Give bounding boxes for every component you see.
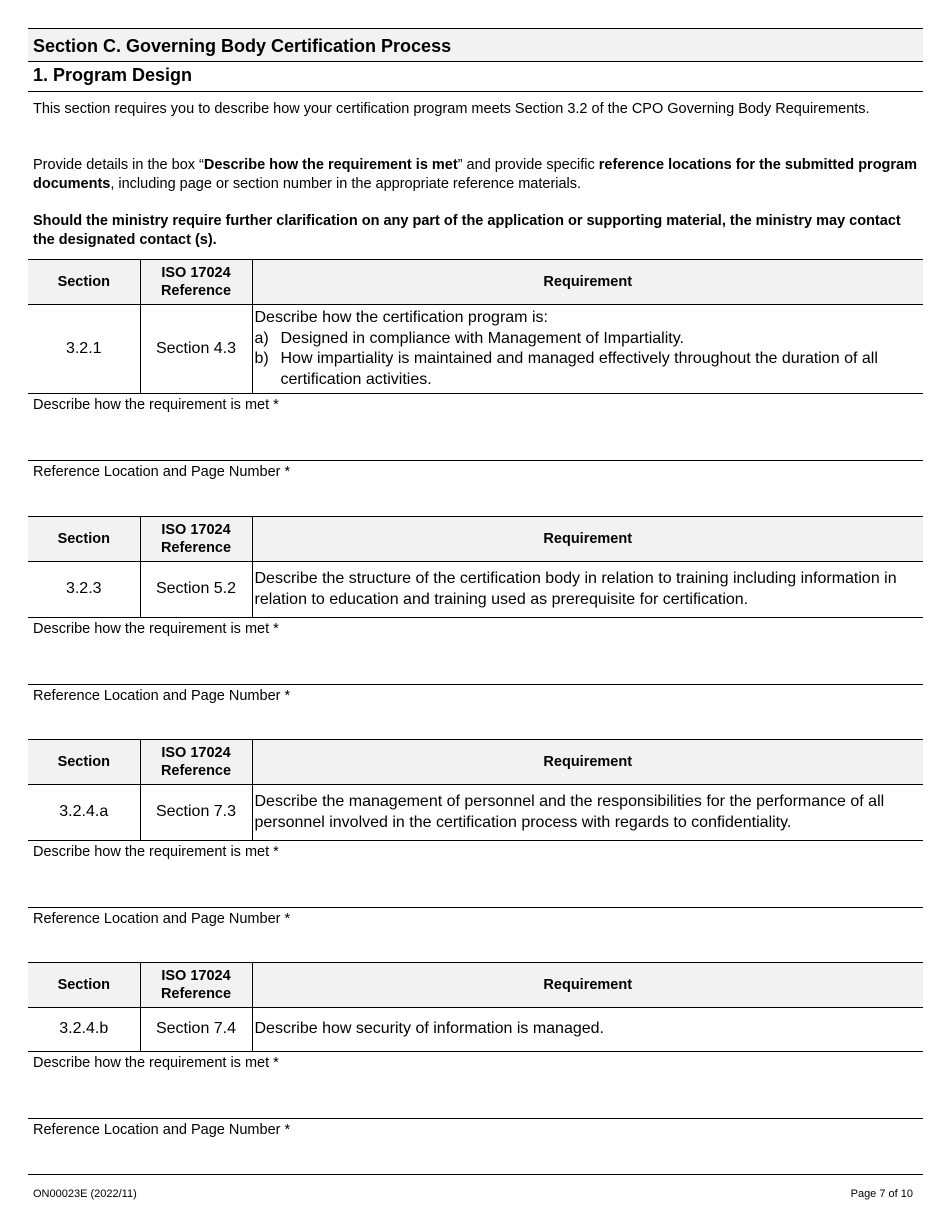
- requirement-block-3-2-1: [28, 259, 923, 516]
- header-iso-line2: Reference: [160, 986, 232, 1002]
- header-iso-reference: [140, 740, 252, 785]
- describe-field[interactable]: [28, 394, 923, 461]
- list-item-text: Designed in compliance with Management of Impartiality.: [280, 329, 684, 347]
- header-requirement: Requirement: [252, 517, 923, 562]
- instructions-text: , including page or section number in the appropriate reference materials.: [110, 176, 582, 192]
- instructions-paragraph: [33, 156, 918, 194]
- list-item-label: b): [254, 350, 269, 367]
- requirement-text: Describe the management of personnel and the responsibilities for the performance of all personnel involved in the certification process with regards to confidentiality.: [252, 785, 923, 841]
- iso-reference: Section 7.4: [140, 1008, 252, 1052]
- requirement-intro: Describe how the certification program is:: [254, 309, 548, 326]
- section-number: 3.2.4.a: [28, 785, 140, 841]
- reference-field[interactable]: [28, 1119, 923, 1174]
- describe-field-label: Describe how the requirement is met *: [33, 1055, 279, 1071]
- requirement-block-3-2-4-a: [28, 739, 923, 963]
- requirement-list: [255, 329, 918, 391]
- reference-field-label: Reference Location and Page Number *: [33, 911, 291, 927]
- instructions-emphasis-describe: Describe how the requirement is met: [203, 157, 458, 173]
- requirement-text: Describe the structure of the certification body in relation to training including information in relation to education and training used as prerequisite for certification.: [252, 562, 923, 618]
- requirement-table: [28, 739, 923, 841]
- header-iso-reference: [140, 963, 252, 1008]
- header-section: Section: [28, 517, 140, 562]
- requirement-block-3-2-4-b: [28, 962, 923, 1174]
- header-iso-line1: ISO 17024: [161, 522, 231, 538]
- reference-field-label: Reference Location and Page Number *: [33, 464, 291, 480]
- requirement-table: [28, 962, 923, 1052]
- list-item-label: a): [254, 329, 269, 347]
- subsection-title: 1. Program Design: [28, 62, 923, 92]
- header-section: Section: [28, 740, 140, 785]
- iso-reference: Section 7.3: [140, 785, 252, 841]
- describe-field[interactable]: [28, 841, 923, 908]
- header-iso-line1: ISO 17024: [161, 968, 231, 984]
- list-item-text: How impartiality is maintained and managed effectively throughout the duration of all certification activities.: [280, 350, 878, 388]
- describe-field-label: Describe how the requirement is met *: [33, 621, 279, 637]
- section-title: Section C. Governing Body Certification Process: [28, 28, 923, 62]
- section-number: 3.2.1: [28, 305, 140, 394]
- reference-field-label: Reference Location and Page Number *: [33, 688, 291, 704]
- requirement-list-item: [255, 349, 918, 390]
- header-iso-reference: [140, 260, 252, 305]
- iso-reference: Section 5.2: [140, 562, 252, 618]
- header-iso-line2: Reference: [160, 283, 232, 299]
- requirement-block-3-2-3: [28, 516, 923, 740]
- form-number: ON00023E (2022/11): [33, 1188, 137, 1200]
- page-footer: [28, 1174, 923, 1214]
- reference-field[interactable]: [28, 461, 923, 516]
- header-iso-reference: [140, 517, 252, 562]
- iso-reference: Section 4.3: [140, 305, 252, 394]
- requirement-table: [28, 516, 923, 618]
- instructions-text: Provide details in the box “: [33, 157, 204, 173]
- header-iso-line1: ISO 17024: [161, 265, 231, 281]
- describe-field[interactable]: [28, 1052, 923, 1119]
- section-number: 3.2.3: [28, 562, 140, 618]
- reference-field[interactable]: [28, 685, 923, 740]
- reference-field-label: Reference Location and Page Number *: [33, 1122, 291, 1138]
- header-requirement: Requirement: [252, 963, 923, 1008]
- header-section: Section: [28, 260, 140, 305]
- requirement-text: [252, 305, 923, 394]
- requirement-table: [28, 259, 923, 394]
- header-requirement: Requirement: [252, 740, 923, 785]
- header-requirement: Requirement: [252, 260, 923, 305]
- intro-paragraph: This section requires you to describe how your certification program meets Section 3.2 of the CPO Governing Body Requirements.: [33, 101, 870, 117]
- requirement-list-item: [255, 329, 918, 350]
- page-number: Page 7 of 10: [850, 1188, 913, 1200]
- requirement-text: Describe how security of information is managed.: [252, 1008, 923, 1052]
- header-iso-line2: Reference: [160, 763, 232, 779]
- instructions-emphasis-reference: reference locations for the submitted program documents: [33, 157, 918, 192]
- header-section: Section: [28, 963, 140, 1008]
- describe-field-label: Describe how the requirement is met *: [33, 397, 279, 413]
- reference-field[interactable]: [28, 908, 923, 963]
- describe-field[interactable]: [28, 618, 923, 685]
- header-iso-line1: ISO 17024: [161, 745, 231, 761]
- clarification-notice: Should the ministry require further clarification on any part of the application or supporting material, the ministry may contact the designated contact (s).: [33, 213, 901, 248]
- instructions-text: ” and provide specific: [457, 157, 599, 173]
- section-number: 3.2.4.b: [28, 1008, 140, 1052]
- header-iso-line2: Reference: [160, 540, 232, 556]
- describe-field-label: Describe how the requirement is met *: [33, 844, 279, 860]
